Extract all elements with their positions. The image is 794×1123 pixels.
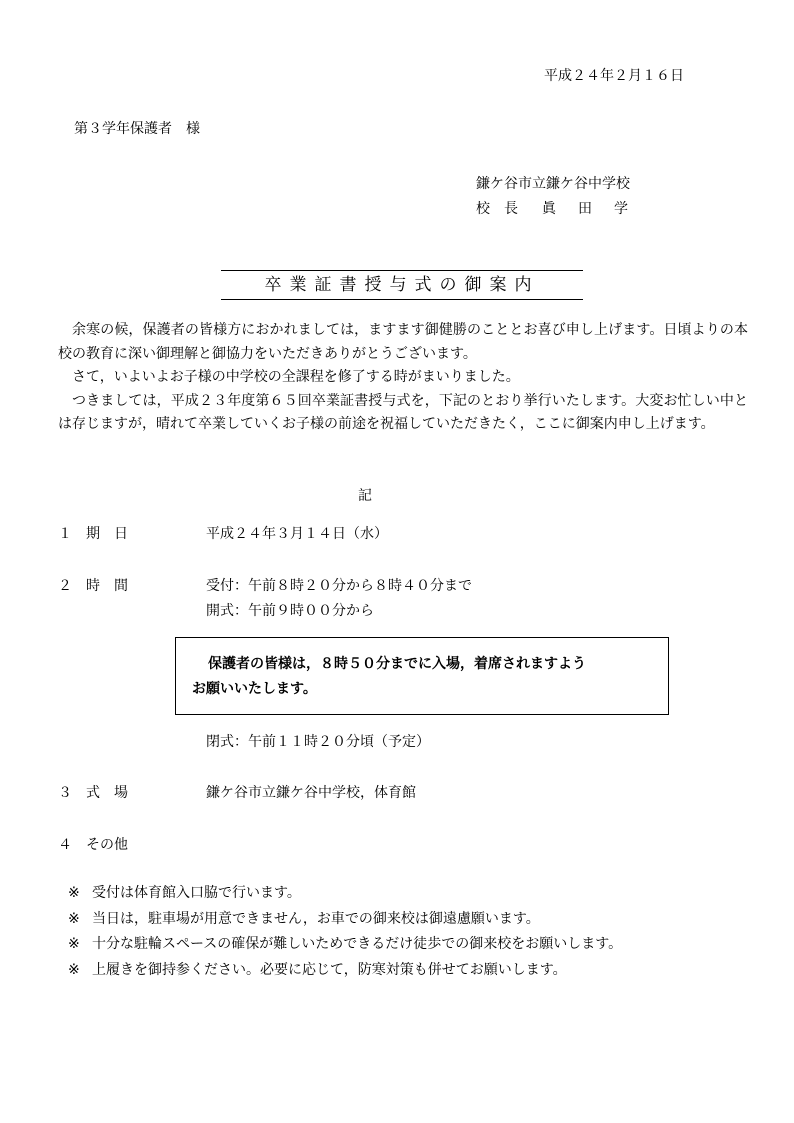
item-number-1: １ (58, 526, 72, 542)
note-text-2: 当日は，駐車場が用意できません，お車での御来校は御遠慮願います。 (92, 910, 540, 927)
principal-name: 眞田学 (542, 201, 650, 217)
item-number-2: ２ (58, 578, 72, 594)
body-paragraph-3: つきましては，平成２３年度第６５回卒業証書授与式を，下記のとおり挙行いたします。大変お忙しい中とは存じますが，晴れて卒業していくお子様の前途を祝福していただきたく，ここに御案内申し上げます。 (58, 392, 748, 433)
item-value-closing: 閉式：午前１１時２０分頃（予定） (206, 734, 430, 750)
note-item (68, 932, 622, 958)
item-label-time: 時間 (86, 578, 142, 594)
note-item (68, 907, 622, 933)
note-text-3: 十分な駐輪スペースの確保が難しいためできるだけ徒歩での御来校をお願いします。 (92, 936, 623, 953)
document-date: 平成２４年２月１６日 (544, 68, 684, 84)
item-label-date: 期日 (86, 526, 142, 542)
notice-line-2: お願いいたします。 (192, 681, 317, 697)
item-value-reception: 受付：午前８時２０分から８時４０分まで (206, 578, 472, 594)
recipient-line: 第３学年保護者 様 (74, 121, 200, 137)
item-value-date: 平成２４年３月１４日（水） (206, 526, 388, 542)
notes-list (68, 881, 622, 983)
principal-title: 校長 (476, 201, 532, 217)
notice-box (175, 637, 669, 715)
ki-heading: 記 (358, 488, 372, 504)
document-title: 卒業証書授与式の御案内 (221, 270, 583, 300)
note-text-4: 上履きを御持参ください。必要に応じて，防寒対策も併せてお願いします。 (92, 961, 567, 978)
school-name: 鎌ケ谷市立鎌ケ谷中学校 (476, 176, 630, 192)
note-mark: ※ (68, 885, 80, 901)
item-number-4: ４ (58, 837, 72, 853)
body-paragraph-1: 余寒の候，保護者の皆様方におかれましては，ますます御健勝のこととお喜び申し上げます。日頃よりの本校の教育に深い御理解と御協力をいただきありがとうございます。 (58, 322, 748, 362)
item-label-venue: 式場 (86, 785, 142, 801)
body-paragraph-2: さて，いよいよお子様の中学校の全課程を修了する時がまいりました。 (72, 369, 520, 386)
item-value-opening: 開式：午前９時００分から (206, 603, 374, 619)
item-number-3: ３ (58, 785, 72, 801)
note-text-1: 受付は体育館入口脇で行います。 (92, 885, 301, 901)
note-item (68, 958, 622, 984)
note-item (68, 881, 622, 907)
item-label-other: その他 (86, 837, 128, 853)
principal-line (476, 199, 650, 219)
body-text (58, 319, 748, 437)
note-mark: ※ (68, 936, 80, 953)
note-mark: ※ (68, 910, 80, 927)
notice-line-1: 保護者の皆様は，８時５０分までに入場，着席されますよう (208, 656, 586, 672)
item-value-venue: 鎌ケ谷市立鎌ケ谷中学校，体育館 (206, 785, 416, 801)
note-mark: ※ (68, 961, 80, 978)
